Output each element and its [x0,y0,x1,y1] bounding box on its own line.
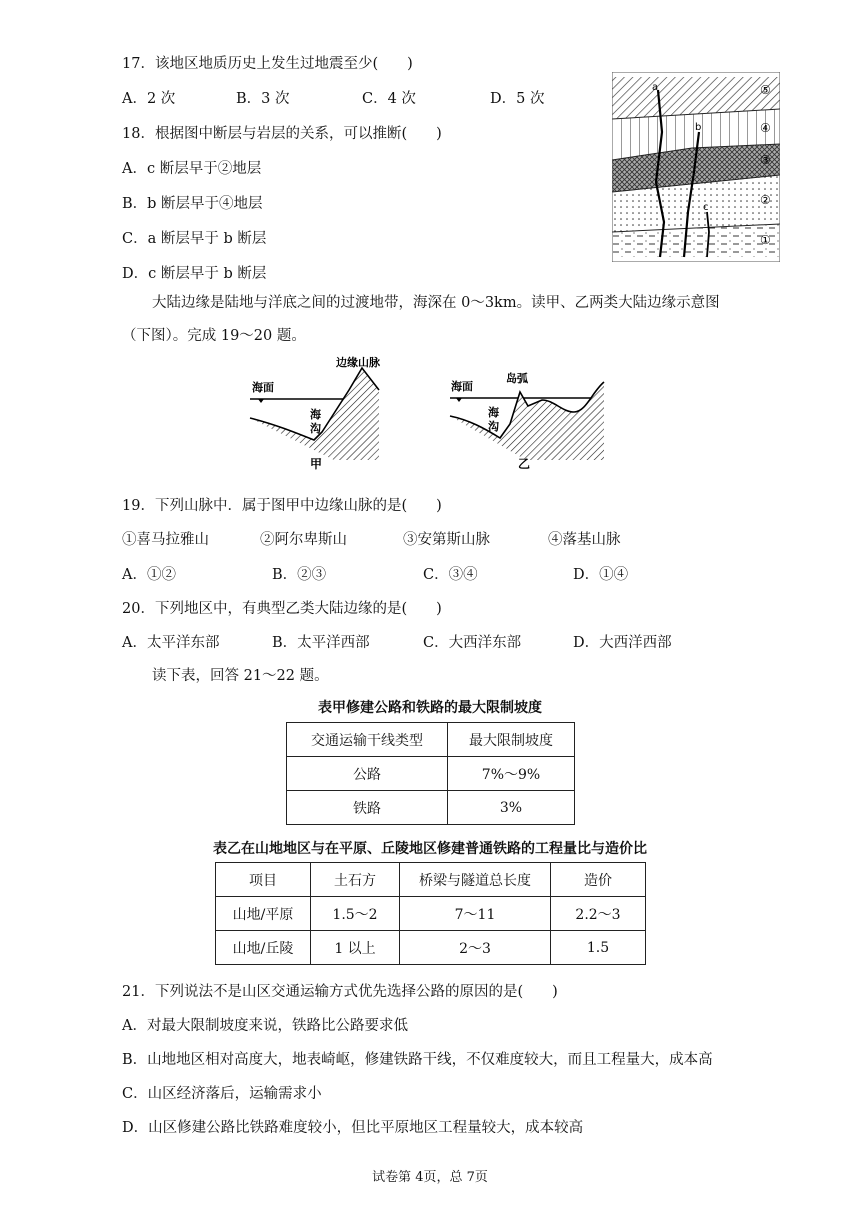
yi-island-arc-label: 岛弧 [506,372,528,385]
q20-option-a: A．太平洋东部 [122,635,220,651]
q17-option-d: D．5 次 [490,91,545,107]
q18-stem: 18．根据图中断层与岩层的关系，可以推断( ) [122,126,442,142]
yi-label: 乙 [518,457,531,471]
table-cell: 山地/平原 [216,897,311,931]
table-row [287,791,575,825]
layer-label-4: ④ [760,121,771,135]
q19-option-d: D．①④ [573,567,629,583]
fault-label-b: b [695,122,702,133]
table-cell: 1 以上 [311,931,400,965]
jia-mountain-label: 边缘山脉 [336,356,380,369]
q19-choice-2: ②阿尔卑斯山 [260,532,347,548]
layer-label-3: ③ [760,153,771,167]
jia-label: 甲 [310,457,323,471]
yi-trench-label-2: 沟 [488,420,499,433]
table2-header-cell: 造价 [551,863,646,897]
table-cell: 2～3 [400,931,551,965]
intro-21-22: 读下表，回答 21～22 题。 [152,668,329,684]
jia-sea-level-label: 海面 [252,381,274,394]
table2-header-cell: 项目 [216,863,311,897]
q19-stem: 19．下列山脉中．属于图甲中边缘山脉的是( ) [122,498,442,514]
table-cell: 公路 [287,757,448,791]
q21-option-c: C．山区经济落后，运输需求小 [122,1086,322,1102]
yi-sea-level-label: 海面 [451,380,473,393]
table-cell: 3% [448,791,575,825]
table1-header-row [287,723,575,757]
table-row [216,897,646,931]
q19-option-b: B．②③ [272,567,327,583]
yi-trench-label-1: 海 [488,406,499,419]
q17-option-c: C．4 次 [362,91,416,107]
table-cell: 7%～9% [448,757,575,791]
q18-option-c: C．a 断层早于 b 断层 [122,231,267,247]
q21-option-b: B．山地地区相对高度大，地表崎岖，修建铁路干线，不仅难度较大，而且工程量大，成本高 [122,1052,713,1068]
q17-option-b: B．3 次 [236,91,290,107]
table1 [286,722,575,825]
page-footer: 试卷第 4页，总 7页 [372,1170,488,1185]
jia-trench-label-2: 沟 [310,422,321,435]
q21-option-d: D．山区修建公路比铁路难度较小，但比平原地区工程量较大，成本较高 [122,1120,584,1136]
intro-19-20-line1: 大陆边缘是陆地与洋底之间的过渡地带，海深在 0～3km。读甲、乙两类大陆边缘示意图 [152,295,720,311]
table-cell: 1.5～2 [311,897,400,931]
q20-stem: 20．下列地区中，有典型乙类大陆边缘的是( ) [122,601,442,617]
q21-option-a: A．对最大限制坡度来说，铁路比公路要求低 [122,1018,408,1034]
layer-label-2: ② [760,193,771,207]
intro-19-20-line2: （下图）。完成 19～20 题。 [122,328,306,344]
fault-label-a: a [652,82,659,93]
table-row [216,931,646,965]
q19-option-c: C．③④ [423,567,478,583]
q18-option-d: D．c 断层早于 b 断层 [122,266,267,282]
q19-choice-4: ④落基山脉 [548,532,621,548]
layer-label-1: ① [760,233,771,247]
table1-caption: 表甲修建公路和铁路的最大限制坡度 [318,700,542,716]
table-row [287,757,575,791]
q19-option-a: A．①② [122,567,176,583]
table-cell: 2.2～3 [551,897,646,931]
q20-option-c: C．大西洋东部 [423,635,522,651]
q20-option-b: B．太平洋西部 [272,635,370,651]
q19-choice-3: ③安第斯山脉 [403,532,490,548]
table2-header-cell: 桥梁与隧道总长度 [400,863,551,897]
q19-choice-1: ①喜马拉雅山 [122,532,209,548]
table2 [215,862,646,965]
jia-trench-label-1: 海 [310,408,321,421]
q21-stem: 21．下列说法不是山区交通运输方式优先选择公路的原因的是( ) [122,984,558,1000]
strata-figure [612,72,780,262]
table-cell: 1.5 [551,931,646,965]
table-cell: 山地/丘陵 [216,931,311,965]
q18-option-a: A．c 断层早于②地层 [122,161,262,177]
table-cell: 铁路 [287,791,448,825]
q17-stem: 17．该地区地质历史上发生过地震至少( ) [122,56,413,72]
table2-header-row [216,863,646,897]
q18-option-b: B．b 断层早于④地层 [122,196,263,212]
q20-option-d: D．大西洋西部 [573,635,672,651]
table1-header-cell: 最大限制坡度 [448,723,575,757]
table2-header-cell: 土石方 [311,863,400,897]
q17-option-a: A．2 次 [122,91,176,107]
continental-margin-figure [244,350,606,475]
table-cell: 7～11 [400,897,551,931]
layer-label-5: ⑤ [760,83,771,97]
table1-header-cell: 交通运输干线类型 [287,723,448,757]
fault-label-c: c [703,202,709,213]
table2-caption: 表乙在山地地区与在平原、丘陵地区修建普通铁路的工程量比与造价比 [213,841,647,857]
